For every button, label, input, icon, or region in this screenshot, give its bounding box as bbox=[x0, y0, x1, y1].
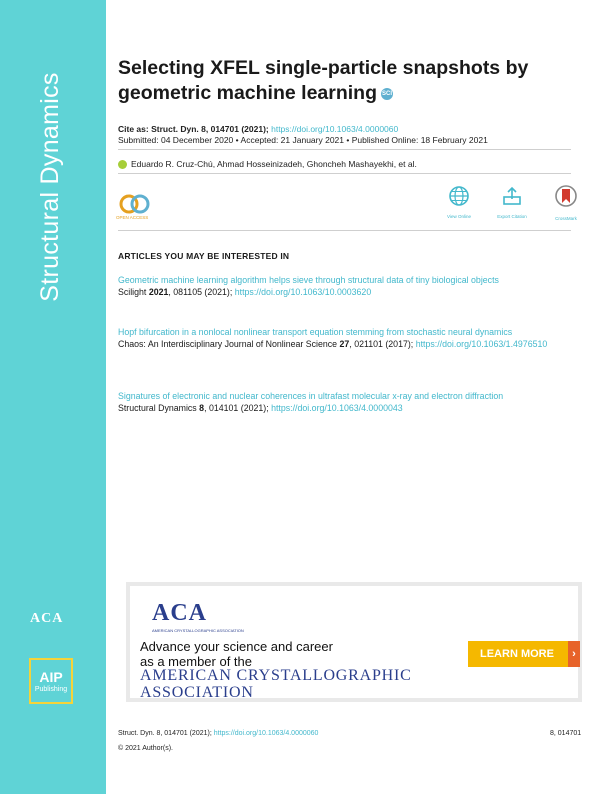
view-online-label: View Online bbox=[447, 214, 471, 219]
divider bbox=[118, 173, 571, 174]
aip-logo-sub: Publishing bbox=[34, 686, 68, 693]
related-article-title[interactable]: Geometric machine learning algorithm helps sieve through structural data of tiny biological objects bbox=[118, 275, 499, 285]
related-article bbox=[118, 391, 573, 414]
sidebar bbox=[0, 0, 106, 794]
footer-citation bbox=[118, 730, 318, 737]
ad-panel bbox=[130, 586, 578, 701]
ad-tagline bbox=[140, 639, 333, 669]
source-volume: 27 bbox=[339, 338, 350, 349]
author-list[interactable]: Eduardo R. Cruz-Chú, Ahmad Hosseinizadeh, Ghoncheh Mashayekhi, et al. bbox=[131, 159, 417, 169]
divider bbox=[118, 230, 571, 231]
source-journal: Scilight bbox=[118, 286, 147, 297]
related-article-title[interactable]: Signatures of electronic and nuclear coherences in ultrafast molecular x-ray and electron diffraction bbox=[118, 391, 504, 401]
related-article-doi-link[interactable]: https://doi.org/10.1063/10.0003620 bbox=[234, 286, 372, 297]
related-article-doi-link[interactable]: https://doi.org/10.1063/1.4976510 bbox=[415, 338, 548, 349]
ad-association-line1: AMERICAN CRYSTALLOGRAPHIC bbox=[140, 667, 412, 684]
learn-more-button[interactable] bbox=[468, 641, 580, 667]
view-online-button[interactable] bbox=[434, 185, 484, 219]
related-article-source bbox=[118, 287, 573, 299]
learn-more-label: LEARN MORE bbox=[480, 648, 554, 660]
source-journal: Structural Dynamics bbox=[118, 402, 197, 413]
scilight-badge-icon[interactable]: SCI bbox=[381, 88, 393, 100]
crossmark-button[interactable] bbox=[541, 185, 591, 221]
source-volume: 2021 bbox=[148, 286, 169, 297]
publication-dates: Submitted: 04 December 2020 • Accepted: 21 January 2021 • Published Online: 18 February 2021 bbox=[118, 135, 488, 145]
aip-logo-text: AIP bbox=[39, 669, 63, 685]
related-article-doi-link[interactable]: https://doi.org/10.1063/4.0000043 bbox=[271, 402, 403, 413]
aip-publishing-logo[interactable] bbox=[29, 658, 73, 704]
cite-doi-link[interactable]: https://doi.org/10.1063/4.0000060 bbox=[271, 124, 399, 134]
footer-cite-ref: Struct. Dyn. 8, 014701 (2021); bbox=[118, 730, 212, 737]
related-article bbox=[118, 327, 573, 350]
ad-association-name bbox=[140, 667, 412, 701]
ad-aca-logo-sub: AMERICAN CRYSTALLOGRAPHIC ASSOCIATION bbox=[152, 628, 244, 633]
export-icon bbox=[501, 185, 523, 207]
source-volume: 8 bbox=[199, 402, 205, 413]
related-articles-heading: ARTICLES YOU MAY BE INTERESTED IN bbox=[118, 251, 290, 261]
chevron-right-icon: › bbox=[568, 641, 580, 667]
source-journal: Chaos: An Interdisciplinary Journal of Nonlinear Science bbox=[118, 338, 338, 349]
aca-advertisement[interactable] bbox=[126, 582, 582, 702]
open-access-label: OPEN ACCESS bbox=[116, 215, 149, 220]
cite-as bbox=[118, 124, 398, 134]
footer-page-number: 8, 014701 bbox=[550, 730, 582, 737]
source-rest: , 014101 (2021); bbox=[204, 402, 269, 413]
orcid-icon[interactable] bbox=[118, 160, 127, 169]
cite-ref: Struct. Dyn. 8, 014701 (2021); bbox=[151, 124, 269, 134]
ad-tagline-line2: as a member of the bbox=[140, 654, 252, 669]
related-article-source bbox=[118, 403, 573, 415]
source-rest: , 021101 (2017); bbox=[349, 338, 414, 349]
ad-tagline-line1: Advance your science and career bbox=[140, 639, 333, 654]
export-citation-label: Export Citation bbox=[497, 214, 527, 219]
article-title bbox=[118, 56, 578, 106]
related-article bbox=[118, 275, 573, 298]
crossmark-icon bbox=[555, 185, 577, 209]
divider bbox=[118, 149, 571, 150]
related-article-source bbox=[118, 339, 573, 351]
article-title-text: Selecting XFEL single-particle snapshots by geometric machine learning bbox=[118, 57, 529, 104]
authors bbox=[118, 159, 417, 169]
footer-copyright: © 2021 Author(s). bbox=[118, 745, 173, 752]
related-article-title[interactable]: Hopf bifurcation in a nonlocal nonlinear transport equation stemming from stochastic neural dynamics bbox=[118, 327, 513, 337]
journal-name: Structural Dynamics bbox=[36, 72, 64, 302]
crossmark-label: CrossMark bbox=[555, 216, 577, 221]
footer-doi-link[interactable]: https://doi.org/10.1063/4.0000060 bbox=[213, 730, 319, 737]
cite-label: Cite as: bbox=[118, 124, 149, 134]
ad-aca-logo: ACA bbox=[152, 600, 207, 626]
ad-association-line2: ASSOCIATION bbox=[140, 684, 254, 701]
aca-logo[interactable]: ACA bbox=[30, 611, 64, 626]
source-rest: , 081105 (2021); bbox=[168, 286, 233, 297]
export-citation-button[interactable] bbox=[487, 185, 537, 219]
globe-icon bbox=[448, 185, 470, 207]
